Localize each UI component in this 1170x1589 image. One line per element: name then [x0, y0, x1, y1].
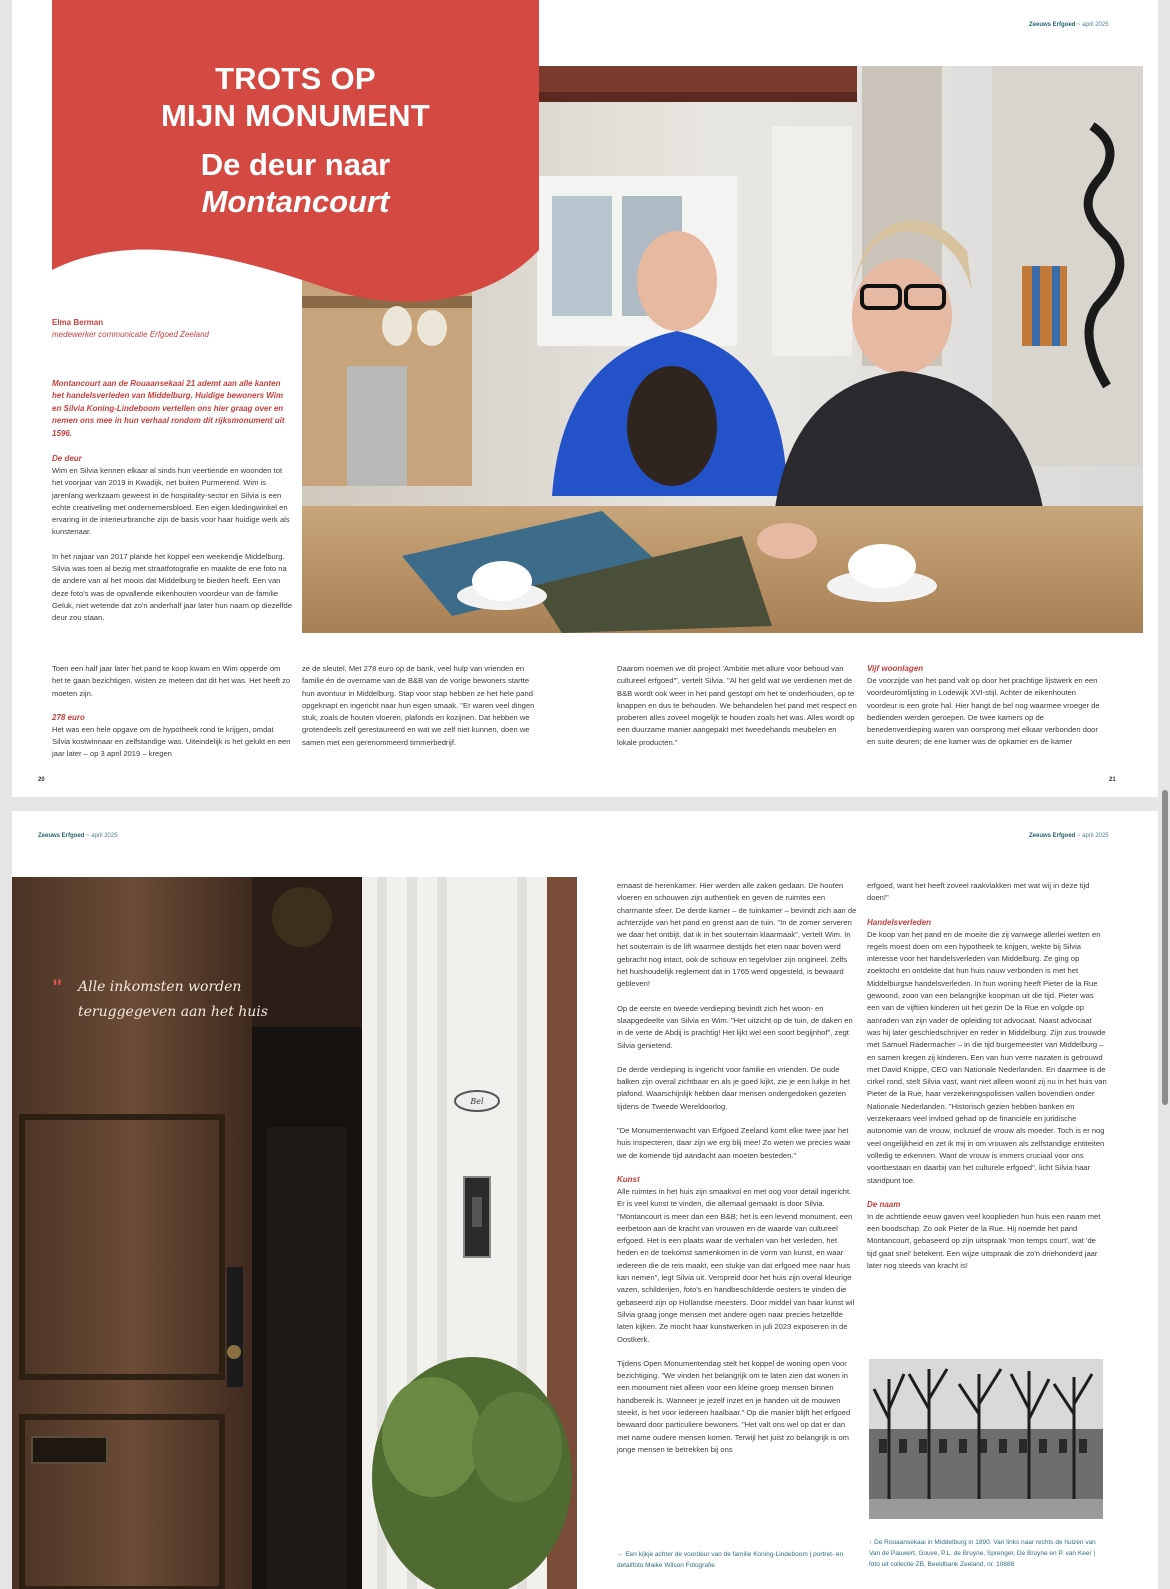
paragraph: Daarom noemen we dit project 'Ambitie met allure voor behoud van cultureel erfgoed'", vertelt Silvia. "Al het geld wat we verdienen met de B&B wordt ook weer in het pand gestopt om het te onderhouden, op te knappen en dus te behouden. We behandelen het pand met respect en proberen alles zoveel mogelijk te houden zoals het was. Alles wordt op een duurzame manier aangepakt met tweedehands meubelen en lokale producten." [617, 664, 857, 747]
kicker-line-2: MIJN MONUMENT [160, 98, 431, 133]
paragraph: Tijdens Open Monumentendag stelt het koppel de woning open voor bezichtiging. "We vinden het belangrijk om te laten zien dat wonen in een monument niet alleen voor een kleine groep mensen binnen handbereik is. Wanneer je jezelf inzet en je handen uit de mouwen steekt, is het voor iedereen haalbaar." Op die manier blijft het erfgoed bewaard door particuliere bewoners. "Het valt ons wel op dat er dan met name oudere mensen komen. Terwijl het juist zo belangrijk is om jonge mensen te betrekken bij ons [617, 1358, 851, 1454]
kicker-line-1: TROTS OP [215, 61, 376, 96]
paragraph: Op de eerste en tweede verdieping bevindt zich het woon- en slaapgedeelte van Silvia en Wim. "Het uitzicht op de tuin, de daken en in de verte de Abdij is prachtig! Het lijkt wel een soort begijnhof", zegt Silvia genietend. [617, 1003, 853, 1050]
column-3 [617, 663, 857, 761]
byline [52, 318, 209, 339]
door-sign-text: Bel [470, 1097, 484, 1106]
column-2 [302, 663, 542, 761]
paragraph: ernaast de herenkamer. Hier werden alle zaken gedaan. De houten vloeren en schouwen zijn authentiek en geven de ruimtes een charmante sfeer. De derde kamer – de tuinkamer – bevindt zich aan de achterzijde van het pand en grenst aan de tuin. "In de zomer serveren we daar het ontbijt, dat ik in het souterrain klaarmaak", vertelt Wim. In het souterrain is de lift waarmee destijds het eten naar boven werd gebracht nog intact, ook de schouw en tegelvloer zijn origineel. Zelfs het huishoudelijk reglement dat in 1765 werd opgesteld, is bewaard gebleven! [617, 881, 857, 989]
running-head-right: Zeeuws Erfgoed ~ april 2025 [1029, 22, 1109, 28]
column-a [617, 880, 857, 1468]
caption-historic-photo: ↑ De Rouaansekaai in Middelburg in 1890. Van links naar rechts de huizen van Van de Pauwert, Gouve, P.L. de Bruyne, Sprenger, De Bruyne en P. van Keer | foto uit collectie ZB, Beeldbank Zeeland, nr. 10888 [869, 1539, 1096, 1568]
section-heading: De naam [867, 1199, 901, 1209]
scrollbar-thumb[interactable] [1162, 790, 1168, 1105]
section-de-deur [52, 453, 292, 637]
author-name: Elma Berman [52, 318, 104, 327]
historic-photo [869, 1359, 1103, 1519]
spread-pages-20-21 [12, 0, 1158, 797]
headline: De deur naar [200, 147, 391, 182]
paragraph: De koop van het pand en de moeite die zij vanwege allerlei wetten en regels moest doen om een hypotheek te krijgen, wekte bij Silvia interesse voor het handelsverleden van Middelburg. Ze ging op zoektocht en ontdekte dat hun huis nauw verbonden is met het Middelburgse handelsverleden. In hun woning heeft Pieter de la Rue gewoond, zoon van een belangrijke koopman uit die tijd. Pieter was een van de vijftien kinderen uit het gezin De la Rue en volgde op aanraden van zijn vader de opleiding tot advocaat. Naast advocaat was hij later geschiedschrijver en reder in Middelburg. Zijn zus trouwde met Samuel Radermacher – in die tijd burgemeester van Middelburg – en samen kregen zij kinderen. Een van hun verre nazaten is getrouwd met David Knippe, CEO van Nationale Nederlanden. En daarmee is de cirkel rond, stelt Silvia vast, want niet alleen woont zij nu in het huis van Pieter de la Rue, haar verzekeringspolissen vallen bovendien onder Nationale Nederlanden. "Historisch gezien hebben banken en verzekeraars veel invloed gehad op de financiële en juridische autonomie van de vrouw, inclusief de vrouw als moeder. Toch is er nog veel ongelijkheid en zet ik mij in om vrouwen als zelfstandige entiteiten volledig te erkennen. Want de vrouw is immers cruciaal voor ons voortbestaan en daarbij van het culturele erfgoed", licht Silvia haar standpunt toe. [867, 929, 1107, 1185]
column-4 [867, 663, 1107, 761]
section-heading: Vijf woonlagen [867, 664, 924, 673]
paragraph: Wim en Silvia kennen elkaar al sinds hun veertiende en woonden tot het voorjaar van 2019 in Kwadijk, net buiten Purmerend. Wim is jarenlang werkzaam geweest in de hospitality-sector en Silvia is een echte creativeling met ondernemersbloed. Een eigen kledingwinkel en ervaring in de interieurbranche zijn de basis voor haar huidige werk als kunstenaar. [52, 466, 290, 537]
section-heading: Handelsverleden [867, 917, 932, 927]
article-lead: Montancourt aan de Rouaansekaai 21 ademt aan alle kanten het handelsverleden van Middelburg. Huidige bewoners Wim en Silvia Koning-Lindeboom vertellen ons hier graag over en nemen ons mee in hun verhaal rondom dit rijksmonument uit 1596. [52, 379, 285, 438]
hero-block [52, 0, 539, 310]
paragraph: "De Monumentenwacht van Erfgoed Zeeland komt elke twee jaar het huis inspecteren, daar zijn we erg blij mee! Zo weten we precies waar we de komende tijd aandacht aan moeten besteden." [617, 1126, 851, 1160]
paragraph: Toen een half jaar later het pand te koop kwam en Wim opperde om het te gaan bezichtigen, wisten ze meteen dat dit het was. Het heeft zo moeten zijn. [52, 664, 291, 698]
paragraph: erfgoed, want het heeft zoveel raakvlakken met wat wij in deze tijd doen!" [867, 881, 1090, 903]
arrow-left-icon: ← [617, 1551, 624, 1558]
door-photo [12, 877, 577, 1589]
page-number-left: 20 [38, 777, 45, 783]
headline-em: Montancourt [201, 184, 390, 219]
pull-quote: Alle inkomsten worden teruggegeven aan het huis [78, 979, 268, 1020]
paragraph: ze de sleutel. Met 278 euro op de bank, veel hulp van vrienden en familie én de overname van de B&B van de vorige bewoners startte hun avontuur in Middelburg. Stap voor stap hebben ze het hele pand opgeknapt en ingericht naar hun eigen smaak. "Er waren veel dingen stuk, zoals de houten vloeren, plafonds en kozijnen. Dat hebben we grotendeels zelf gerestaureerd en wat we zelf niet kunnen, doen we samen met een gerenommeerd timmerbedrijf. [302, 664, 535, 747]
paragraph: De voorzijde van het pand valt op door het prachtige lijstwerk en een voordeuromlijsting in Lodewijk XVI-stijl. Achter de eikenhouten voordeur is een grote hal. Hier hangt de bel nog waarmee vroeger de bedienden werden geroepen. De twee kamers op de benedenverdieping waren van oorsprong met elkaar verbonden door en suite deuren; de ene kamer was de opkamer en de kamer [867, 676, 1100, 747]
caption-door-photo: ← Een kijkje achter de voordeur van de familie Koning-Lindeboom | portret- en detailfoto Maike Wilson Fotografie [617, 1551, 844, 1569]
section-heading: De deur [52, 454, 82, 463]
column-b [867, 880, 1107, 1284]
paragraph: Het was een hele opgave om de hypotheek rond te krijgen, omdat Silvia kostwinnaar en zelfstandige was. Uiteindelijk is het gelukt en een jaar later – op 3 april 2019 – kregen [52, 724, 291, 759]
page-number-right: 21 [1109, 777, 1116, 783]
photo-rouaansekaai-1890 [869, 1359, 1103, 1519]
running-head-right: Zeeuws Erfgoed ~ april 2025 [1029, 833, 1109, 839]
hero-text [52, 60, 539, 220]
paragraph: In de achttiende eeuw gaven veel kooplieden hun huis een naam met een boodschap. Zo ook Pieter de la Rue. Hij noemde het pand Montancourt, gebaseerd op zijn uitspraak 'mon temps court', wat 'de tijd gaat snel' betekent. Een wijze uitspraak die zo'n driehonderd jaar later nog steeds van kracht is! [867, 1211, 1101, 1271]
quote-mark-icon: " [52, 975, 63, 999]
paragraph: In het najaar van 2017 plande het koppel een weekendje Middelburg. Silvia was toen al bezig met straatfotografie en maakte de ene foto na de andere van al het moois dat Middelburg te bieden heeft. Een van deze foto's was de opvallende eikenhouten voordeur van de familie Geluk, niet wetende dat zo'n anderhalf jaar later hun naam op diezelfde deur zou staan. [52, 551, 292, 623]
paragraph: Alle ruimtes in het huis zijn smaakvol en met oog voor detail ingericht. Er is veel kunst te vinden, die allemaal gemaakt is door Silvia. "Montancourt is meer dan een B&B; het is een levend monument, een eerbetoon aan de kracht van vrouwen en de waarde van cultureel erfgoed. Het is een plaats waar de verhalen van het verleden, het heden en de toekomst samenkomen in de vorm van kunst, en waar iedereen die de reis maakt, een stukje van dat erfgoed mee naar huis kan nemen", legt Silvia uit. Verspreid door het huis zijn overal kleurige vazen, schilderijen, foto's en handbeschilderde oesters te vinden die gebaseerd zijn op Hollandse meesters. Door middel van haar kunst wil Silvia graag jonge mensen met andere ogen naar precies hetzelfde laten kijken. Ze mocht haar kunstwerken in juli 2023 exposeren in de Oostkerk. [617, 1186, 855, 1344]
section-heading: 278 euro [52, 712, 85, 722]
section-heading: Kunst [617, 1174, 640, 1184]
author-role: medewerker communicatie Erfgoed Zeeland [52, 330, 209, 339]
paragraph: De derde verdieping is ingericht voor familie en vrienden. De oude balken zijn overal zichtbaar en als je goed kijkt, zie je een luikje in het plafond. Waarschijnlijk hebben daar mensen ondergedoken gezeten tijdens de Tweede Wereldoorlog. [617, 1064, 851, 1111]
spread-pages-22-23 [12, 811, 1158, 1589]
column-1 [52, 663, 292, 773]
running-head-left: Zeeuws Erfgoed ~ april 2025 [38, 833, 118, 839]
arrow-up-icon: ↑ [869, 1539, 873, 1546]
